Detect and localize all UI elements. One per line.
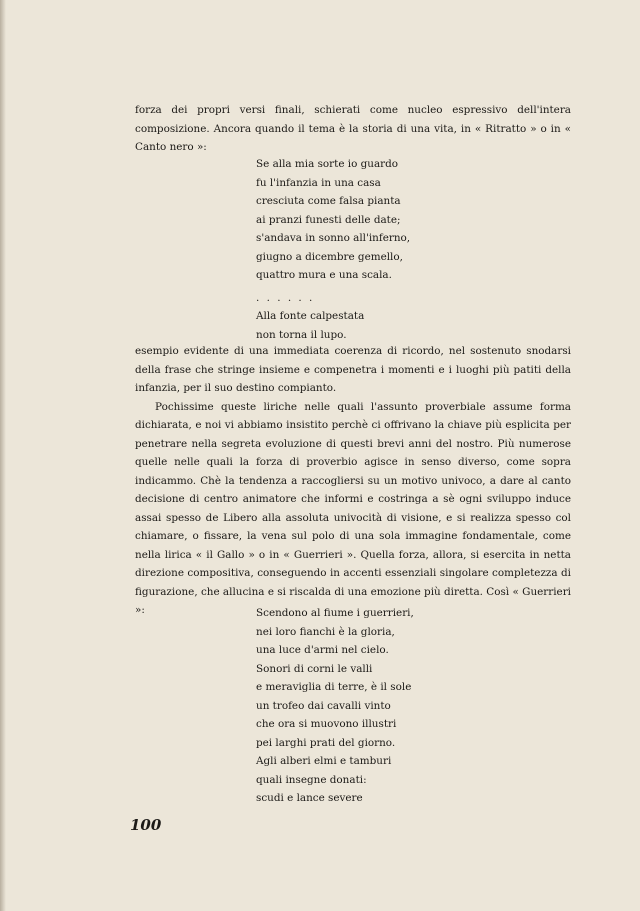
verse-ellipsis: . . . . . .	[256, 291, 315, 304]
verse-line: ai pranzi funesti delle date;	[256, 213, 401, 226]
verse-line: un trofeo dai cavalli vinto	[256, 699, 391, 712]
verse-line: che ora si muovono illustri	[256, 718, 397, 730]
verse-line: non torna il lupo.	[256, 328, 347, 341]
verse-line: s'andava in sonno all'inferno,	[256, 232, 411, 244]
verse-line: quali insegne donati:	[256, 773, 367, 786]
verse-line: nei loro fianchi è la gloria,	[256, 625, 395, 638]
verse-line: Se alla mia sorte io guardo	[256, 158, 399, 170]
verse-line: giugno a dicembre gemello,	[256, 250, 403, 263]
poem-ritratto	[256, 155, 506, 344]
commentary-paragraph: esempio evidente di una immediata coerenza di ricordo, nel sostenuto snodarsi della frase che stringe insieme e compenetra i momenti e i luoghi più patiti della infanzia, per il suo destino compianto. Pochissime queste liriche nelle quali l'assunto proverbiale assume forma dichiarata, e noi vi abbiamo insistito perchè ci offrivano la chiave più esplicita per penetrare nella segreta evoluzione di questi brevi anni del nostro. Più numerose quelle nelle quali la forza di proverbio agisce in senso diverso, come sopra indicammo. Chè la tendenza a raccogliersi su un motivo univoco, a dare al canto decisione di centro animatore che informi e costringa a sè ogni sviluppo induce assai spesso de Libero alla assoluta univocità di visione, e si realizza spesso col chiamare, o fissare, la vena sul polo di una sola immagine fondamentale, come nella lirica « il Gallo » o in « Guerrieri ». Quella forza, allora, si esercita in netta direzione compositiva, conseguendo in accenti essenziali singolare completezza di figurazione, che allucina e si riscalda di una emozione più diretta. Così « Guerrieri »:	[135, 345, 571, 616]
intro-paragraph: forza dei propri versi finali, schierati come nucleo espressivo dell'intera composizione. Ancora quando il tema è la storia di una vita, in « Ritratto » o in « Canto nero »:	[135, 104, 571, 153]
verse-line: cresciuta come falsa pianta	[256, 195, 401, 207]
poem-guerrieri	[256, 604, 506, 808]
verse-line: quattro mura e una scala.	[256, 269, 392, 281]
page-number: 100	[130, 816, 162, 834]
verse-line: pei larghi prati del giorno.	[256, 736, 396, 749]
verse-line: Agli alberi elmi e tamburi	[256, 755, 392, 767]
verse-line: Scendono al fiume i guerrieri,	[256, 607, 414, 619]
page-binding-shadow	[0, 0, 6, 911]
verse-line: una luce d'armi nel cielo.	[256, 644, 389, 656]
verse-line: Alla fonte calpestata	[256, 310, 365, 322]
verse-line: scudi e lance severe	[256, 792, 363, 804]
verse-line: Sonori di corni le valli	[256, 662, 373, 675]
verse-line: fu l'infanzia in una casa	[256, 176, 381, 189]
verse-line: e meraviglia di terre, è il sole	[256, 681, 412, 693]
